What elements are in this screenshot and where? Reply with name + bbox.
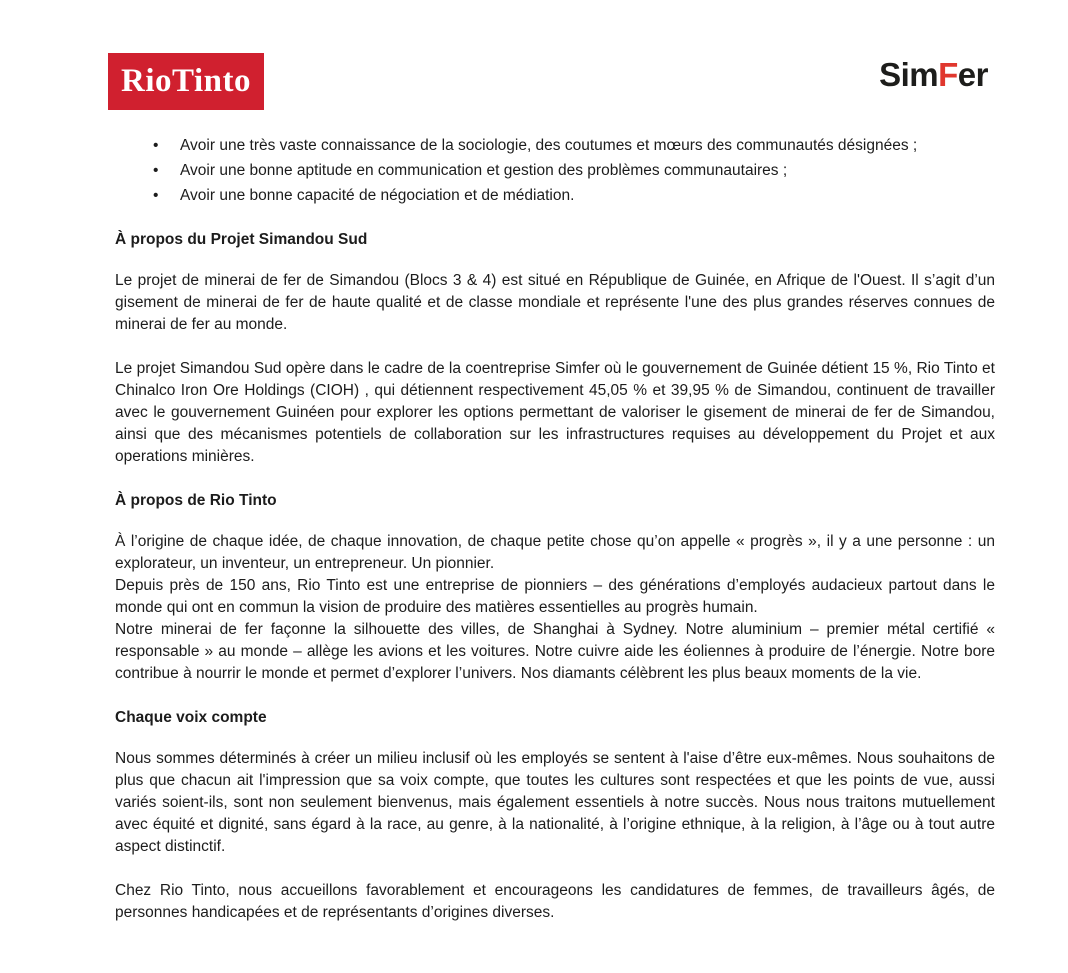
simfer-logo <box>879 58 988 91</box>
riotinto-logo <box>108 53 264 110</box>
simfer-logo-text-sim: Sim <box>879 56 939 93</box>
paragraph: Notre minerai de fer façonne la silhouette des villes, de Shanghai à Sydney. Notre aluminium – premier métal certifié « responsable » au monde – allège les avions et les voitures. Notre cuivre aide les éoliennes à produire de l’énergie. Notre bore contribue à nourrir le monde et permet d’explorer l’univers. Nos diamants célèbrent les plus beaux moments de la vie. <box>115 621 995 682</box>
section-rio-tinto <box>115 490 995 685</box>
paragraph: Chez Rio Tinto, nous accueillons favorablement et encourageons les candidatures de femmes, de travailleurs âgés, de personnes handicapées et de représentants d’origines diverses. <box>115 882 995 921</box>
simfer-logo-text-er: er <box>957 56 988 93</box>
bullet-item: • Avoir une bonne aptitude en communication et gestion des problèmes communautaires ; <box>115 160 995 182</box>
paragraph: Depuis près de 150 ans, Rio Tinto est une entreprise de pionniers – des générations d’employés audacieux partout dans le monde qui ont en commun la vision de produire des matières essentielles au progrès humain. <box>115 577 995 616</box>
document-body <box>0 135 1068 924</box>
bullet-item: • Avoir une très vaste connaissance de la sociologie, des coutumes et mœurs des communautés désignées ; <box>115 135 995 157</box>
section-heading: Chaque voix compte <box>115 709 267 726</box>
simfer-logo-text-f: F <box>938 56 958 93</box>
section-heading: À propos du Projet Simandou Sud <box>115 231 368 248</box>
paragraph: Nous sommes déterminés à créer un milieu inclusif où les employés se sentent à l'aise d’être eux-mêmes. Nous souhaitons de plus que chacun ait l'impression que sa voix compte, que toutes les cultures sont respectées et que les points de vue, aussi variés soient-ils, sont non seulement bienvenus, mais également essentiels à notre succès. Nous nous traitons mutuellement avec équité et dignité, sans égard à la race, au genre, à la nationalité, à l’origine ethnique, à la religion, à l’âge ou à tout autre aspect distinctif. <box>115 750 995 855</box>
section-chaque-voix-compte <box>115 707 995 924</box>
section-projet-simandou-sud <box>115 229 995 468</box>
bullet-item: • Avoir une bonne capacité de négociation et de médiation. <box>115 185 995 207</box>
riotinto-logo-text: RioTinto <box>121 63 251 99</box>
document-header <box>0 0 1068 110</box>
requirements-bullet-list <box>115 135 995 207</box>
paragraph: Le projet Simandou Sud opère dans le cadre de la coentreprise Simfer où le gouvernement de Guinée détient 15 %, Rio Tinto et Chinalco Iron Ore Holdings (CIOH) , qui détiennent respectivement 45,05 % et 39,95 % de Simandou, continuent de travailler avec le gouvernement Guinéen pour explorer les options permettant de valoriser le gisement de minerai de fer de Simandou, ainsi que des mécanismes potentiels de collaboration sur les infrastructures requises au développement du Projet et aux operations minières. <box>115 360 995 465</box>
paragraph: Le projet de minerai de fer de Simandou (Blocs 3 & 4) est situé en République de Guinée, en Afrique de l'Ouest. Il s’agit d’un gisement de minerai de fer de haute qualité et de classe mondiale et représente l'une des plus grandes réserves connues de minerai de fer au monde. <box>115 272 995 333</box>
paragraph: À l’origine de chaque idée, de chaque innovation, de chaque petite chose qu’on appelle « progrès », il y a une personne : un explorateur, un inventeur, un entrepreneur. Un pionnier. <box>115 533 995 572</box>
section-heading: À propos de Rio Tinto <box>115 492 277 509</box>
